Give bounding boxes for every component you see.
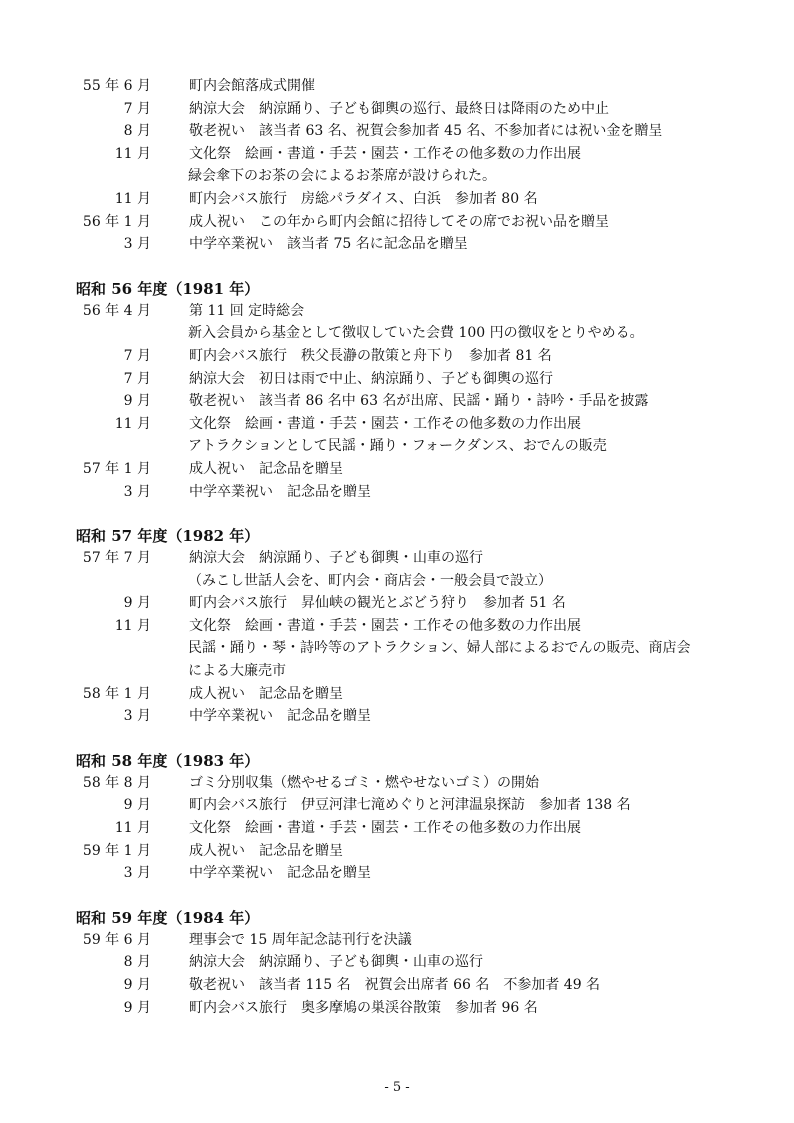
entry-text: 町内会バス旅行 房総パラダイス、白浜 参加者 80 名	[189, 190, 538, 207]
entry-text: 敬老祝い 該当者 115 名 祝賀会出席者 66 名 不参加者 49 名	[189, 977, 601, 993]
entry-continuation: 新入会員から基金として徴収していた会費 100 円の徴収をとりやめる。	[188, 325, 644, 342]
chronology-entry	[0, 98, 794, 121]
chronology-entry	[0, 974, 794, 997]
entry-text: 文化祭 絵画・書道・手芸・園芸・工作その他多数の力作出展	[189, 820, 581, 837]
entry-text: 中学卒業祝い 記念品を贈呈	[189, 483, 371, 500]
entry-date: 8 月	[123, 954, 151, 971]
year-heading: 昭和 56 年度（1981 年）	[76, 279, 260, 298]
chronology-entry	[0, 233, 794, 256]
entry-text: 町内会バス旅行 伊豆河津七滝めぐりと河津温泉探訪 参加者 138 名	[189, 797, 631, 814]
entry-text: 文化祭 絵画・書道・手芸・園芸・工作その他多数の力作出展	[189, 617, 581, 634]
entry-date: 11 月	[114, 820, 151, 837]
chronology-entry	[0, 368, 794, 391]
entry-date: 7 月	[123, 370, 151, 387]
chronology-entry	[0, 547, 794, 570]
page-number: - 5 -	[384, 1080, 410, 1095]
entry-date: 11 月	[114, 617, 151, 634]
chronology-entry	[0, 997, 794, 1020]
year-section	[0, 278, 794, 503]
entry-continuation: による大廉売市	[188, 663, 286, 680]
entry-date: 8 月	[123, 123, 151, 140]
entry-date: 3 月	[123, 865, 151, 882]
entry-text: 納涼大会 納涼踊り、子ども御輿の巡行、最終日は降雨のため中止	[189, 100, 609, 117]
entry-date: 58 年 1 月	[82, 685, 151, 702]
entry-text: 成人祝い 記念品を贈呈	[189, 460, 343, 477]
chronology-entry	[0, 300, 794, 323]
entry-text: 中学卒業祝い 記念品を贈呈	[189, 708, 371, 725]
entry-continuation: アトラクションとして民謡・踊り・フォークダンス、おでんの販売	[188, 438, 607, 455]
chronology-entry	[0, 143, 794, 166]
entry-text: 成人祝い この年から町内会館に招待してその席でお祝い品を贈呈	[189, 213, 609, 230]
entry-text: 中学卒業祝い 記念品を贈呈	[189, 865, 371, 882]
entry-text: 敬老祝い 該当者 86 名中 63 名が出席、民謡・踊り・詩吟・手品を披露	[189, 393, 649, 410]
entry-text: 敬老祝い 該当者 63 名、祝賀会参加者 45 名、不参加者には祝い金を贈呈	[189, 123, 663, 140]
chronology-entry	[0, 840, 794, 863]
chronology-entry	[0, 772, 794, 795]
chronology-entry	[0, 390, 794, 413]
entry-text: ゴミ分別収集（燃やせるゴミ・燃やせないゴミ）の開始	[189, 774, 539, 791]
chronology-entry	[0, 120, 794, 143]
entry-text: 成人祝い 記念品を贈呈	[189, 685, 343, 702]
entry-date: 9 月	[123, 999, 151, 1016]
entry-date: 11 月	[114, 190, 151, 207]
entry-date: 3 月	[123, 236, 151, 253]
entry-date: 59 年 1 月	[82, 842, 151, 859]
chronology-entry	[0, 458, 794, 481]
chronology-content	[0, 75, 794, 1019]
entry-date: 56 年 4 月	[82, 302, 151, 319]
chronology-entry	[0, 951, 794, 974]
year-section	[0, 75, 794, 256]
entry-text: 納涼大会 納涼踊り、子ども御輿・山車の巡行	[189, 954, 483, 971]
chronology-entry	[0, 705, 794, 728]
entry-date: 3 月	[123, 708, 151, 725]
entry-text: 成人祝い 記念品を贈呈	[189, 842, 343, 859]
entry-text: 理事会で 15 周年記念誌刊行を決議	[189, 931, 412, 948]
entry-date: 59 年 6 月	[82, 931, 151, 948]
year-heading: 昭和 58 年度（1983 年）	[76, 751, 260, 770]
year-section	[0, 907, 794, 1019]
entry-text: 納涼大会 納涼踊り、子ども御輿・山車の巡行	[189, 550, 483, 567]
entry-date: 57 年 1 月	[82, 460, 151, 477]
entry-date: 9 月	[123, 595, 151, 612]
chronology-entry	[0, 794, 794, 817]
entry-date: 57 年 7 月	[82, 550, 151, 567]
entry-date: 55 年 6 月	[82, 78, 151, 94]
entry-text: 町内会バス旅行 秩父長瀞の散策と舟下り 参加者 81 名	[189, 347, 552, 364]
entry-continuation: 民謡・踊り・琴・詩吟等のアトラクション、婦人部によるおでんの販売、商店会	[188, 640, 691, 657]
chronology-entry	[0, 345, 794, 368]
year-section	[0, 525, 794, 728]
chronology-entry	[0, 211, 794, 234]
chronology-entry	[0, 862, 794, 885]
year-heading: 昭和 57 年度（1982 年）	[76, 527, 260, 546]
chronology-entry	[0, 615, 794, 638]
chronology-entry	[0, 592, 794, 615]
entry-date: 11 月	[114, 145, 151, 162]
entry-date: 9 月	[123, 393, 151, 410]
entry-date: 56 年 1 月	[82, 213, 151, 230]
entry-text: 文化祭 絵画・書道・手芸・園芸・工作その他多数の力作出展	[189, 145, 581, 162]
entry-continuation: （みこし世話人会を、町内会・商店会・一般会員で設立）	[188, 572, 552, 589]
entry-continuation: 緑会傘下のお茶の会によるお茶席が設けられた。	[188, 168, 496, 185]
chronology-entry	[0, 413, 794, 436]
chronology-entry	[0, 929, 794, 952]
entry-date: 7 月	[123, 347, 151, 364]
chronology-entry	[0, 481, 794, 504]
year-section	[0, 750, 794, 885]
entry-text: 町内会バス旅行 昇仙峡の観光とぶどう狩り 参加者 51 名	[189, 595, 566, 612]
entry-text: 納涼大会 初日は雨で中止、納涼踊り、子ども御輿の巡行	[189, 370, 553, 387]
entry-date: 9 月	[123, 977, 151, 993]
entry-text: 文化祭 絵画・書道・手芸・園芸・工作その他多数の力作出展	[189, 415, 581, 432]
entry-text: 町内会館落成式開催	[189, 78, 315, 94]
chronology-entry	[0, 683, 794, 706]
entry-date: 7 月	[123, 100, 151, 117]
entry-text: 町内会バス旅行 奥多摩鳩の巣渓谷散策 参加者 96 名	[189, 999, 538, 1016]
entry-text: 第 11 回 定時総会	[189, 302, 305, 319]
year-heading: 昭和 59 年度（1984 年）	[76, 908, 260, 927]
chronology-entry	[0, 817, 794, 840]
entry-date: 3 月	[123, 483, 151, 500]
chronology-entry	[0, 188, 794, 211]
entry-date: 58 年 8 月	[82, 774, 151, 791]
entry-date: 9 月	[123, 797, 151, 814]
chronology-entry	[0, 75, 794, 98]
entry-text: 中学卒業祝い 該当者 75 名に記念品を贈呈	[189, 236, 468, 253]
entry-date: 11 月	[114, 415, 151, 432]
